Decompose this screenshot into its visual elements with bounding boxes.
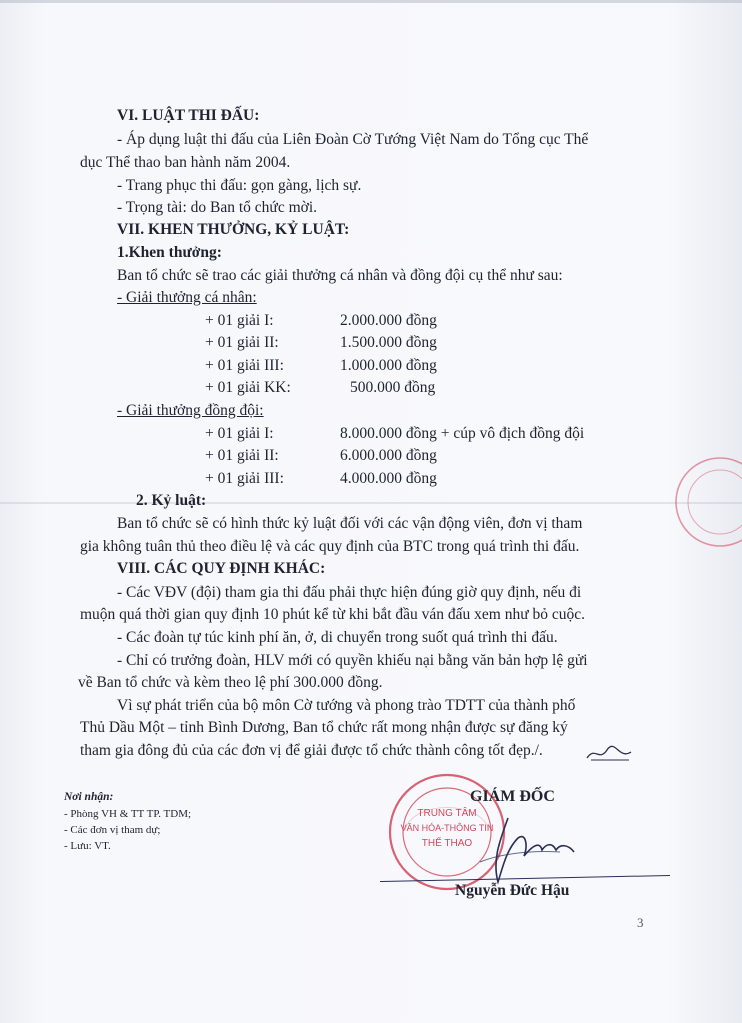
prize-amount: 6.000.000 đồng xyxy=(340,447,437,464)
paragraph-line: - Các đoàn tự túc kinh phí ăn, ở, di chuyển trong suốt quá trình thi đấu. xyxy=(117,629,558,646)
section-heading-vii: VII. KHEN THƯỞNG, KỶ LUẬT: xyxy=(117,221,350,238)
prize-amount: 2.000.000 đồng xyxy=(340,312,437,329)
section-heading-vi: VI. LUẬT THI ĐẤU: xyxy=(117,107,260,124)
recipient-item: - Phòng VH & TT TP. TDM; xyxy=(64,808,192,820)
paragraph-line: Ban tổ chức sẽ có hình thức kỷ luật đối với các vận động viên, đơn vị tham xyxy=(117,515,583,532)
paragraph-line: - Áp dụng luật thi đấu của Liên Đoàn Cờ Tướng Việt Nam do Tổng cục Thể xyxy=(117,131,589,148)
paragraph-line: - Trọng tài: do Ban tổ chức mời. xyxy=(117,199,318,216)
page-edge xyxy=(0,0,742,3)
paragraph-line: muộn quá thời gian quy định 10 phút kể từ khi bắt đầu ván đấu xem như bỏ cuộc. xyxy=(80,606,585,623)
section-heading-viii: VIII. CÁC QUY ĐỊNH KHÁC: xyxy=(117,560,326,577)
prize-amount: 4.000.000 đồng xyxy=(340,470,437,487)
prize-name: + 01 giải III: xyxy=(205,357,284,374)
team-prizes-label: - Giải thưởng đồng đội: xyxy=(117,402,264,419)
recipient-item: - Các đơn vị tham dự; xyxy=(64,824,161,836)
paragraph-line: Thủ Dầu Một – tỉnh Bình Dương, Ban tổ chức rất mong nhận được sự đăng ký xyxy=(80,719,568,736)
paragraph-line: - Các VĐV (đội) tham gia thi đấu phải thực hiện đúng giờ quy định, nếu đi xyxy=(117,584,582,601)
paragraph-line: tham gia đông đủ của các đơn vị để giải được tổ chức thành công tốt đẹp./. xyxy=(80,742,543,759)
fold-line xyxy=(0,502,742,504)
recipient-item: - Lưu: VT. xyxy=(64,840,111,852)
prize-name: + 01 giải I: xyxy=(205,312,274,329)
paragraph-line: - Trang phục thi đấu: gọn gàng, lịch sự. xyxy=(117,177,362,194)
paragraph-line: về Ban tổ chức và kèm theo lệ phí 300.000 đồng. xyxy=(78,674,383,691)
prize-name: + 01 giải II: xyxy=(205,447,279,464)
prize-amount: 8.000.000 đồng + cúp vô địch đồng đội xyxy=(340,425,585,442)
paragraph-line: gia không tuân thủ theo điều lệ và các quy định của BTC trong quá trình thi đấu. xyxy=(80,538,580,555)
recipients-title: Nơi nhận: xyxy=(64,791,114,803)
prize-amount: 1.500.000 đồng xyxy=(340,334,437,351)
prize-amount: 1.000.000 đồng xyxy=(340,357,437,374)
prize-amount: 500.000 đồng xyxy=(350,379,436,396)
signature-title: GIÁM ĐỐC xyxy=(470,788,555,805)
prize-name: + 01 giải II: xyxy=(205,334,279,351)
page-number: 3 xyxy=(637,915,644,930)
partial-edge-stamp xyxy=(668,450,742,554)
prize-name: + 01 giải III: xyxy=(205,470,284,487)
individual-prizes-label: - Giải thưởng cá nhân: xyxy=(117,289,257,306)
signer-name: Nguyễn Đức Hậu xyxy=(455,882,570,899)
stamp-text-1: TRUNG TÂM xyxy=(417,808,477,819)
initial-scribble xyxy=(585,742,635,764)
prize-name: + 01 giải I: xyxy=(205,425,274,442)
paragraph-line: Ban tổ chức sẽ trao các giải thưởng cá nhân và đồng đội cụ thể như sau: xyxy=(117,267,563,284)
stamp-text-2: VĂN HÓA-THÔNG TIN xyxy=(400,823,494,833)
paragraph-line: Vì sự phát triển của bộ môn Cờ tướng và phong trào TDTT của thành phố xyxy=(117,697,576,714)
paragraph-line: dục Thể thao ban hành năm 2004. xyxy=(80,154,291,171)
subheading-discipline: 2. Kỷ luật: xyxy=(136,492,207,509)
paragraph-line: - Chỉ có trưởng đoàn, HLV mới có quyền khiếu nại bằng văn bản hợp lệ gửi xyxy=(117,652,588,669)
stamp-text-3: THỂ THAO xyxy=(421,838,473,849)
prize-name: + 01 giải KK: xyxy=(205,379,291,396)
subheading-rewards: 1.Khen thưởng: xyxy=(117,244,222,261)
